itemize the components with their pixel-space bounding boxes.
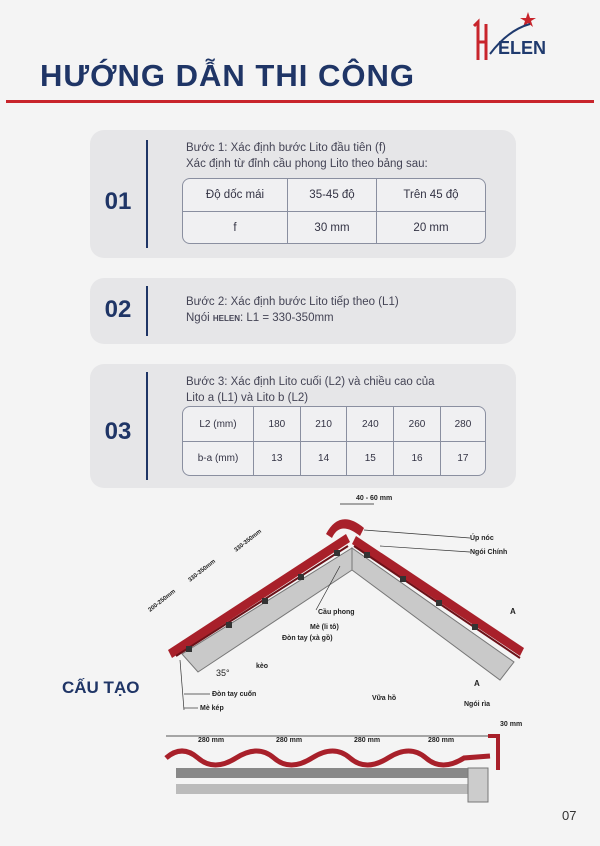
step-line-1: Bước 3: Xác định Lito cuối (L2) và chiều cao của <box>186 376 435 388</box>
table-cell: 15 <box>347 442 394 475</box>
rafter-bottom <box>176 784 468 794</box>
table-header-cell: b-a (mm) <box>183 442 254 475</box>
step-divider <box>146 372 148 480</box>
slope-table <box>182 178 486 244</box>
step-number: 02 <box>104 296 132 323</box>
title-rule <box>6 100 594 103</box>
step-line-2: Lito a (L1) và Lito b (L2) <box>186 392 309 404</box>
label-keo: kèo <box>256 663 269 670</box>
label-ngoi-chinh: Ngói Chính <box>470 549 508 556</box>
label-cau-phong: Cầu phong <box>318 609 355 616</box>
table-cell: 13 <box>254 442 301 475</box>
step-text <box>186 140 428 172</box>
table-cell: 180 <box>254 407 301 442</box>
label-me-kep: Mè kép <box>200 705 224 712</box>
step-card-3 <box>90 364 516 488</box>
table-cell: 240 <box>347 407 394 442</box>
step-number: 01 <box>104 188 132 215</box>
table-cell: 280 <box>441 407 485 442</box>
page-title: HƯỚNG DẪN THI CÔNG <box>40 58 415 93</box>
step-card-1 <box>90 130 516 258</box>
label-up-noc: Úp nóc <box>470 535 494 542</box>
dim-slope-2: 330-350mm <box>187 558 218 584</box>
step-divider <box>146 286 148 336</box>
roof-diagram <box>0 486 600 806</box>
helen-logo <box>468 8 578 64</box>
step-line-2 <box>186 310 399 327</box>
label-ngoi-ria: Ngói rìa <box>464 701 491 708</box>
table-cell: f <box>183 212 288 243</box>
table-cell: 16 <box>394 442 441 475</box>
label-me: Mè (li tô) <box>310 624 339 631</box>
label-a-1: A <box>510 607 516 616</box>
brand-inline: HELEN <box>212 314 240 323</box>
step-card-2 <box>90 278 516 344</box>
table-cell: 210 <box>301 407 348 442</box>
right-rafter <box>352 548 514 680</box>
table-cell: 14 <box>301 442 348 475</box>
table-cell: 17 <box>457 453 469 465</box>
tile-profile <box>166 751 490 765</box>
dim-bottom-3: 280 mm <box>354 737 381 744</box>
step-number: 03 <box>104 418 132 445</box>
table-header-cell: Độ dốc mái <box>183 179 288 212</box>
dim-slope-3: 330-350mm <box>233 528 264 554</box>
dim-bottom-1: 280 mm <box>198 737 225 744</box>
dim-slope-1: 200-250mm <box>147 588 178 614</box>
step-text <box>186 374 435 406</box>
dim-top: 40 - 60 mm <box>356 495 393 502</box>
fascia <box>468 768 488 802</box>
logo-text: ELEN <box>498 38 547 58</box>
step-line-2: Xác định từ đỉnh cầu phong Lito theo bảng sau: <box>186 158 428 170</box>
page-number: 07 <box>562 808 577 823</box>
step-line-suffix: : L1 = 330-350mm <box>239 312 334 324</box>
dim-bottom-4: 280 mm <box>428 737 455 744</box>
edge-tile <box>488 736 498 770</box>
label-don-tay-cuon: Đòn tay cuốn <box>212 691 257 698</box>
label-30mm: 30 mm <box>500 721 523 728</box>
table-header-cell: 35-45 độ <box>288 179 377 212</box>
step-line-1: Bước 2: Xác định bước Lito tiếp theo (L1) <box>186 296 399 308</box>
table-cell: 30 mm <box>288 212 377 243</box>
step-line-prefix: Ngói <box>186 312 213 324</box>
batten-bottom <box>176 768 468 778</box>
label-vua-ho: Vữa hồ <box>372 695 397 702</box>
lito-table <box>182 406 486 476</box>
table-cell: 260 <box>394 407 441 442</box>
label-angle: 35° <box>216 668 230 678</box>
structure-title: CẤU TẠO <box>62 678 140 697</box>
table-header-cell: L2 (mm) <box>183 407 254 442</box>
step-line-1: Bước 1: Xác định bước Lito đầu tiên (f) <box>186 142 386 154</box>
dim-bottom-2: 280 mm <box>276 737 303 744</box>
label-don-tay: Đòn tay (xà gồ) <box>282 635 333 642</box>
label-a-2: A <box>474 679 480 688</box>
step-divider <box>146 140 148 248</box>
step-text <box>186 294 399 327</box>
table-cell: 20 mm <box>413 221 449 234</box>
table-header-cell: Trên 45 độ <box>377 179 485 212</box>
